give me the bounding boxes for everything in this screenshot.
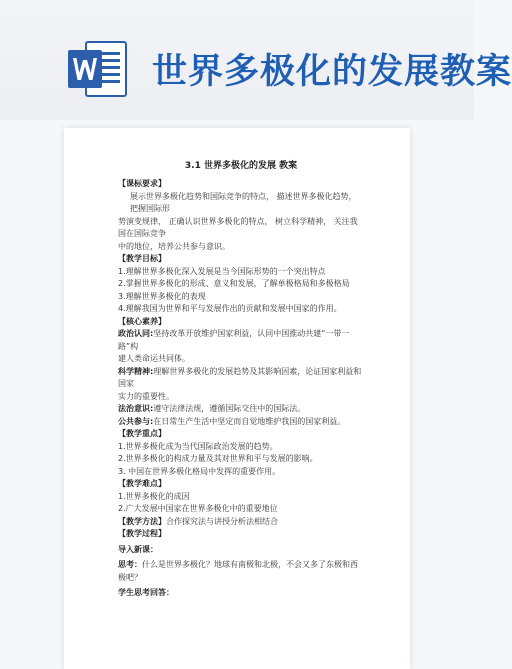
requirements-line: 中的地位，培养公共参与意识。 <box>118 241 230 251</box>
section-heading-difficulties: 【教学难点】 <box>118 479 166 488</box>
word-document-icon <box>66 38 128 100</box>
literacy-science-label: 科学精神: <box>118 366 154 376</box>
literacy-science <box>118 366 364 391</box>
literacy-politics-text: 坚持改革开放维护国家利益，认同中国推动共建“一带一路”构 <box>118 329 350 351</box>
document-page <box>64 128 410 669</box>
goal-item: 1.理解世界多极化深入发展是当今国际形势的一个突出特点 <box>118 266 326 276</box>
literacy-politics <box>118 328 364 353</box>
process-think-text: 什么是世界多极化？地球有南极和北极，不会又多了东极和西极吧？ <box>118 560 358 582</box>
section-heading-method: 【教学方法】 <box>118 516 166 526</box>
literacy-science-continued: 实力的重要性。 <box>118 391 174 401</box>
literacy-science-text: 理解世界多极化的发展趋势及其影响因素，论证国家利益和国家 <box>118 366 362 388</box>
method-text: 合作探究法与讲授分析法相结合 <box>166 516 278 526</box>
literacy-politics-continued: 建人类命运共同体。 <box>118 354 190 363</box>
requirements-line: 势演变规律， 正确认识世界多极化的特点， 树立科学精神， 关注我国在国际竞争 <box>118 216 358 238</box>
section-heading-requirements: 【课标要求】 <box>118 179 166 188</box>
keypoint-item: 2.世界多极化的构成力量及其对世界和平与发展的影响。 <box>118 454 318 463</box>
literacy-public-label: 公共参与: <box>118 416 154 426</box>
section-heading-keypoints: 【教学重点】 <box>118 429 166 438</box>
section-heading-process: 【教学过程】 <box>118 529 166 538</box>
process-student-label: 学生思考回答： <box>118 588 174 597</box>
document-title: 3.1 世界多极化的发展 教案 <box>184 161 298 171</box>
keypoint-item: 1.世界多极化成为当代国际政治发展的趋势。 <box>118 441 278 451</box>
literacy-law-label: 法治意识: <box>118 404 154 413</box>
header-banner <box>0 0 512 120</box>
section-heading-literacy: 【核心素养】 <box>118 316 166 326</box>
goal-item: 4.理解我国为世界和平与发展作出的贡献和发展中国家的作用。 <box>118 304 342 313</box>
document-body <box>118 160 364 600</box>
keypoint-item: 3. 中国在世界多极化格局中发挥的重要作用。 <box>118 466 281 476</box>
goal-item: 2.掌握世界多极化的形成、意义和发展，了解单极格局和多极格局 <box>118 279 350 288</box>
literacy-law-text: 遵守法律法规，遵循国际交往中的国际法。 <box>153 404 306 413</box>
section-heading-goals: 【教学目标】 <box>118 254 166 263</box>
literacy-public <box>118 416 364 429</box>
process-think-label: 思考： <box>118 560 142 569</box>
difficulty-item: 1.世界多极化的成因 <box>118 491 190 501</box>
literacy-politics-label: 政治认同: <box>118 329 154 338</box>
literacy-public-text: 在日常生产生活中坚定而自觉地维护我国的国家利益。 <box>153 416 346 426</box>
process-think <box>118 559 364 584</box>
goal-item: 3.理解世界多极化的表现 <box>118 291 206 301</box>
banner-title: 世界多极化的发展教案 <box>152 52 512 92</box>
requirements-line: 展示世界多极化趋势和国际竞争的特点， 描述世界多极化趋势， 把握国际形 <box>130 191 357 213</box>
method-line <box>118 516 364 529</box>
process-intro-label: 导入新课： <box>118 544 158 554</box>
literacy-law <box>118 403 364 416</box>
difficulty-item: 2.广大发展中国家在世界多极化中的重要地位 <box>118 504 278 513</box>
